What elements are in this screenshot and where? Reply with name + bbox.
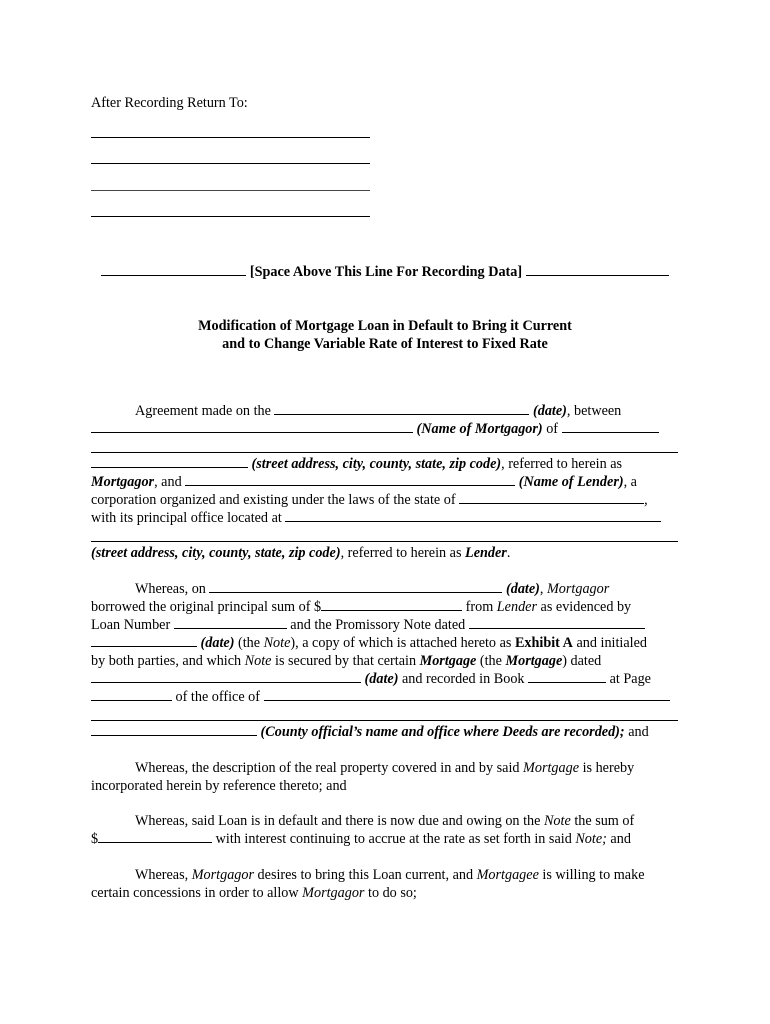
text: to do so; — [364, 885, 417, 901]
term-note: Note — [244, 653, 272, 669]
p5-line-2 — [91, 885, 417, 902]
label-county-official: (County official’s name and office where Deeds are recorded); — [257, 724, 625, 740]
text: Agreement made on the — [135, 403, 271, 419]
term-note: Note; — [575, 831, 607, 847]
term-mortgagor: Mortgagor — [302, 885, 365, 901]
lender-office-field-a[interactable] — [285, 510, 661, 522]
text: corporation organized and existing under the laws of the state of — [91, 492, 456, 508]
text: Whereas, on — [135, 581, 206, 597]
text: , — [539, 581, 547, 597]
term-exhibit-a: Exhibit A — [514, 635, 573, 651]
mortgagor-address-field-b[interactable] — [91, 452, 678, 453]
doc-title-line-2: and to Change Variable Rate of Interest to Fixed Rate — [222, 336, 548, 352]
text: with its principal office located at — [91, 510, 282, 526]
p1-line-3 — [91, 456, 622, 473]
text: ), a copy of which is attached hereto as — [290, 635, 515, 651]
term-mortgage: Mortgage — [419, 653, 477, 669]
space-above-label: [Space Above This Line For Recording Data] — [249, 264, 523, 280]
principal-sum-field[interactable] — [321, 599, 462, 611]
p1-line-5 — [91, 492, 648, 509]
text: Whereas, the description of the real property covered in and by said — [135, 760, 524, 776]
mortgagor-name-field[interactable] — [91, 421, 413, 433]
p2-line-8 — [91, 724, 649, 741]
text: and initialed — [572, 635, 647, 651]
p1-line-6 — [91, 510, 661, 527]
text: Whereas, — [135, 867, 192, 883]
p1-line-1 — [135, 403, 621, 420]
doc-title-line-1: Modification of Mortgage Loan in Default to Bring it Current — [198, 318, 572, 334]
label-street-address: (street address, city, county, state, zip code) — [251, 456, 502, 472]
text: and — [624, 724, 649, 740]
text: of the office of — [172, 689, 260, 705]
term-note: Note — [543, 813, 571, 829]
term-lender: Lender — [465, 545, 507, 561]
term-lender: Lender — [496, 599, 537, 615]
term-mortgagor: Mortgagor — [191, 867, 254, 883]
p3-line-1 — [135, 760, 634, 777]
lender-state-field[interactable] — [459, 492, 644, 504]
p1-line-2 — [91, 421, 659, 438]
label-date: (date) — [197, 635, 235, 651]
text: and the Promissory Note dated — [286, 617, 466, 633]
label-date: (date) — [506, 581, 540, 597]
return-address-line-2[interactable] — [91, 163, 370, 164]
p2-line-6 — [91, 671, 651, 688]
borrow-date-field[interactable] — [209, 581, 502, 593]
text: desires to bring this Loan current, and — [254, 867, 477, 883]
return-address-line-4[interactable] — [91, 216, 370, 217]
text: as evidenced by — [537, 599, 632, 615]
recording-office-field-b[interactable] — [91, 720, 678, 721]
note-date-field-b[interactable] — [91, 635, 197, 647]
p4-line-1 — [135, 813, 634, 830]
p3-line-2: incorporated herein by reference thereto; and — [91, 778, 347, 794]
text: the sum of — [570, 813, 635, 829]
text: , a — [623, 474, 637, 490]
return-address-line-3[interactable] — [91, 190, 370, 191]
return-to-header: After Recording Return To: — [91, 95, 248, 111]
term-mortgage: Mortgage — [523, 760, 580, 776]
p2-line-5 — [91, 653, 601, 670]
mortgagor-address-field-c[interactable] — [91, 456, 248, 468]
term-note: Note — [263, 635, 291, 651]
p2-line-7 — [91, 689, 670, 706]
text: from — [462, 599, 497, 615]
text: and recorded in Book — [398, 671, 525, 687]
note-date-field-a[interactable] — [469, 617, 645, 629]
p1-line-7 — [91, 545, 510, 562]
term-mortgage: Mortgage — [505, 653, 563, 669]
page-field[interactable] — [91, 689, 172, 701]
text: , between — [566, 403, 622, 419]
text: is willing to make — [538, 867, 645, 883]
label-street-address: (street address, city, county, state, zip code) — [91, 545, 341, 561]
mortgage-date-field[interactable] — [91, 671, 361, 683]
amount-due-field[interactable] — [98, 831, 212, 843]
p5-line-1 — [135, 867, 645, 884]
return-address-line-1[interactable] — [91, 137, 370, 138]
label-date: (date) — [533, 403, 567, 419]
text: and — [606, 831, 631, 847]
p2-line-3 — [91, 617, 645, 634]
recording-rule-left — [101, 264, 246, 276]
text: (the — [476, 653, 506, 669]
text: borrowed the original principal sum of $ — [91, 599, 322, 615]
text: , referred to herein as — [501, 456, 623, 472]
mortgagor-address-field-a[interactable] — [562, 421, 659, 433]
recording-data-line — [0, 264, 770, 281]
text: of — [542, 421, 559, 437]
agreement-date-field[interactable] — [274, 403, 529, 415]
book-field[interactable] — [528, 671, 606, 683]
text: . — [506, 545, 511, 561]
text: Loan Number — [91, 617, 171, 633]
text: , and — [154, 474, 182, 490]
county-official-field[interactable] — [91, 724, 257, 736]
text: certain concessions in order to allow — [91, 885, 303, 901]
text: (the — [234, 635, 264, 651]
text: , referred to herein as — [340, 545, 466, 561]
p4-line-2 — [91, 831, 631, 848]
loan-number-field[interactable] — [174, 617, 287, 629]
term-mortgagee: Mortgagee — [476, 867, 539, 883]
term-mortgagor: Mortgagor — [91, 474, 155, 490]
p2-line-2 — [91, 599, 631, 616]
text: is secured by that certain — [271, 653, 420, 669]
text: by both parties, and which — [91, 653, 245, 669]
recording-office-field-a[interactable] — [264, 689, 670, 701]
p1-line-4 — [91, 474, 637, 491]
text: at Page — [606, 671, 651, 687]
text: is hereby — [579, 760, 635, 776]
lender-office-field-b[interactable] — [91, 541, 678, 542]
term-mortgagor: Mortgagor — [546, 581, 610, 597]
recording-rule-right — [526, 264, 669, 276]
label-name-of-mortgagor: (Name of Mortgagor) — [416, 421, 543, 437]
p2-line-4 — [91, 635, 647, 652]
text: with interest continuing to accrue at the rate as set forth in said — [212, 831, 576, 847]
label-date: (date) — [361, 671, 399, 687]
text: ) dated — [562, 653, 602, 669]
label-name-of-lender: (Name of Lender) — [518, 474, 624, 490]
lender-name-field[interactable] — [185, 474, 515, 486]
text: , — [644, 492, 648, 508]
text: $ — [91, 831, 99, 847]
text: Whereas, said Loan is in default and there is now due and owing on the — [135, 813, 544, 829]
p2-line-1 — [135, 581, 609, 598]
